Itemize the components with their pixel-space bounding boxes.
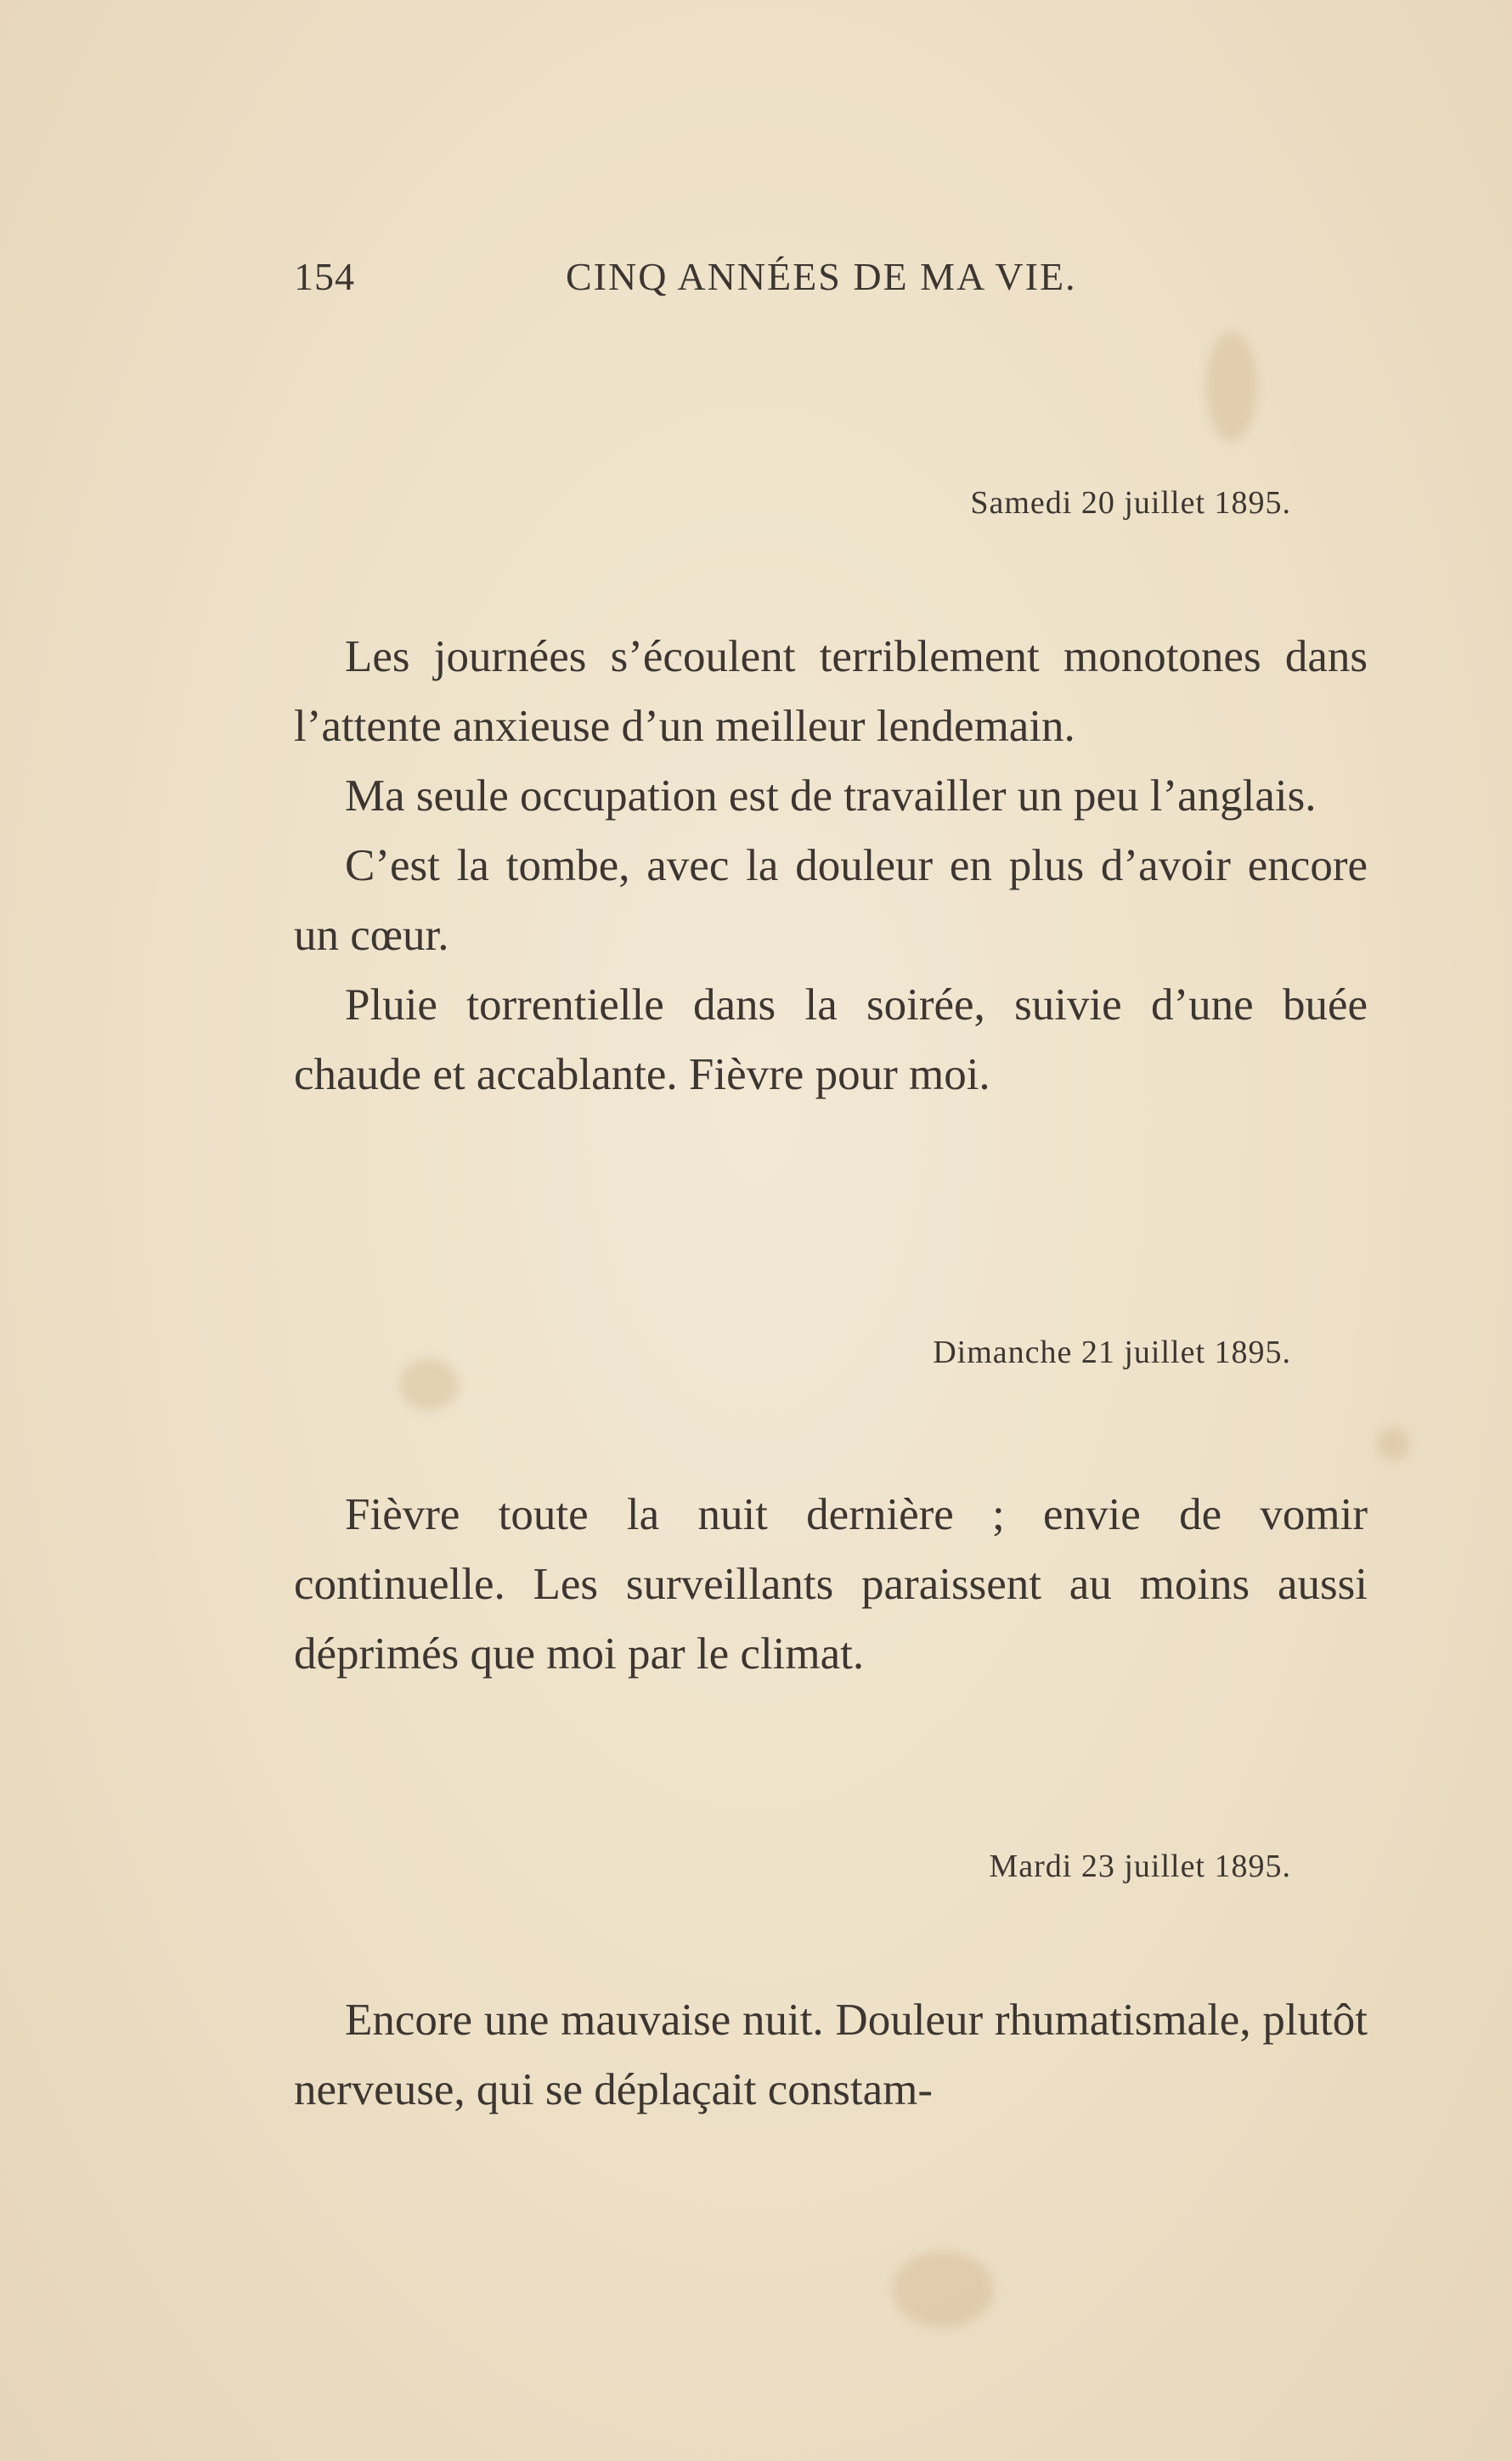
page-number: 154 [294, 255, 355, 298]
running-header [294, 251, 1084, 302]
entry-date: Mardi 23 juillet 1895. [989, 1849, 1291, 1884]
foxing-spot [1376, 1427, 1410, 1461]
paragraph: C’est la tombe, avec la douleur en plus d’avoir encore un cœur. [294, 841, 1368, 960]
entry-date: Samedi 20 juillet 1895. [970, 485, 1291, 521]
foxing-spot [892, 2251, 994, 2328]
paragraph: Encore une mauvaise nuit. Douleur rhumatismale, plutôt nerveuse, qui se déplaçait constam- [294, 1995, 1368, 2114]
entry-body [294, 1480, 1368, 1689]
entry-date: Dimanche 21 juillet 1895. [933, 1335, 1291, 1370]
entry-body [294, 622, 1368, 1109]
paragraph: Fièvre toute la nuit dernière ; envie de vomir continuelle. Les surveillants paraissent au moins aussi déprimés que moi par le climat. [294, 1490, 1368, 1679]
entry-body [294, 1985, 1368, 2125]
running-title: CINQ ANNÉES DE MA VIE. [566, 255, 1077, 298]
paragraph: Les journées s’écoulent terriblement monotones dans l’attente anxieuse d’un meilleur lendemain. [294, 632, 1368, 751]
foxing-spot [1206, 331, 1257, 442]
paragraph: Ma seule occupation est de travailler un peu l’anglais. [345, 771, 1317, 821]
paragraph: Pluie torrentielle dans la soirée, suivie d’une buée chaude et accablante. Fièvre pour moi. [294, 980, 1368, 1099]
